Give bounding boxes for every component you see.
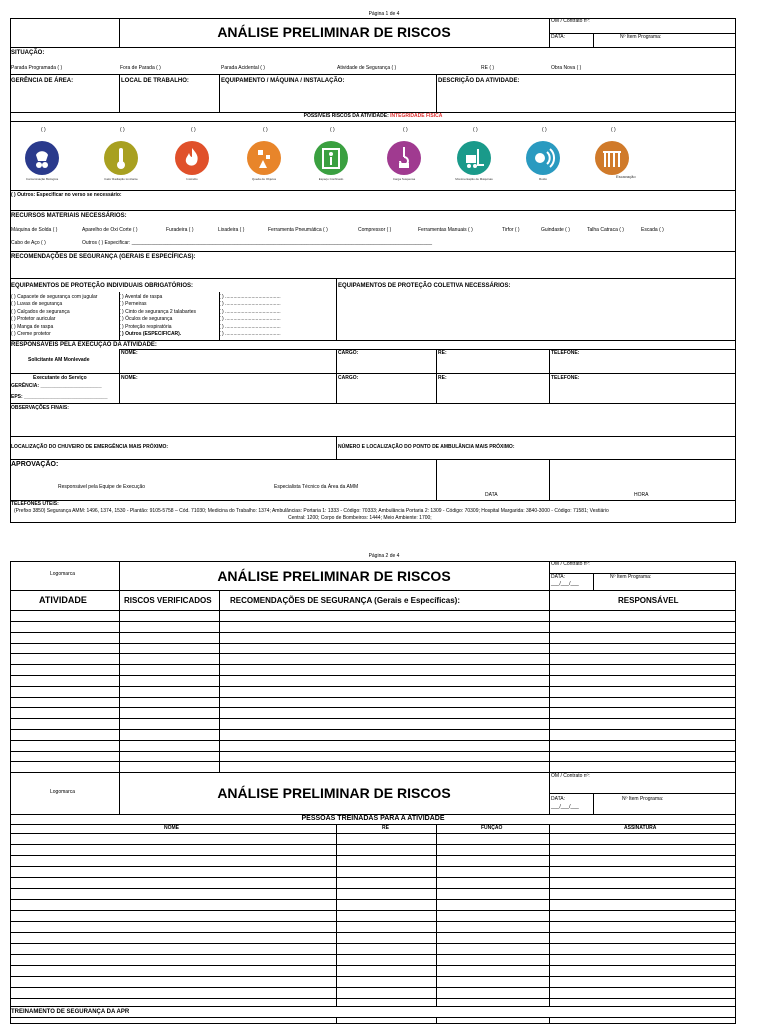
recurso-item[interactable]: Escada ( ) <box>641 227 664 233</box>
table-row[interactable] <box>10 932 736 933</box>
pessoas-treinadas-label: PESSOAS TREINADAS PARA A ATIVIDADE <box>301 815 445 822</box>
responsavel-equipe-label: Responsável pela Equipe de Execução <box>58 484 146 490</box>
epi-item[interactable]: ( ) Proteção respiratória <box>119 323 172 330</box>
gerencia-line[interactable]: GERÊNCIA: ______________________ <box>11 383 102 389</box>
page-number: Página 1 de 4 <box>368 11 400 17</box>
observacoes-label: OBSERVAÇÕES FINAIS: <box>11 405 69 411</box>
table-row[interactable] <box>10 643 736 644</box>
noise-icon <box>526 141 560 175</box>
risk-checkbox[interactable]: ( ) <box>403 127 408 133</box>
col-assinatura: ASSINATURA <box>624 825 657 831</box>
forklift-icon <box>457 141 491 175</box>
table-row[interactable] <box>10 921 736 922</box>
epi-item[interactable]: ( ) Calçados de segurança <box>11 308 70 315</box>
recursos-materiais-label: RECURSOS MATERIAIS NECESSÁRIOS: <box>11 213 127 219</box>
table-row[interactable] <box>10 664 736 665</box>
risk-caption: Contaminação Biológica <box>25 177 59 181</box>
table-row[interactable] <box>10 718 736 719</box>
situacao-label: SITUAÇÃO: <box>11 50 45 56</box>
table-row[interactable] <box>10 965 736 966</box>
integridade-fisica-label: INTEGRIDADE FÍSICA <box>390 113 443 119</box>
excavation-icon <box>595 141 629 175</box>
data-label: DATA: <box>551 574 565 580</box>
descricao-atividade-label: DESCRIÇÃO DA ATIVIDADE: <box>438 78 520 84</box>
data-label: DATA: <box>551 34 565 40</box>
epi-item[interactable]: ( ) ........................................ <box>219 323 281 330</box>
table-row[interactable] <box>10 888 736 889</box>
table-row[interactable] <box>10 729 736 730</box>
recomendacoes-label: RECOMENDAÇÕES DE SEGURANÇA (GERAIS E ESPECÍFICAS): <box>11 254 196 260</box>
risk-checkbox[interactable]: ( ) <box>120 127 125 133</box>
telefones-uteis-label: TELEFONES ÚTEIS: <box>11 501 59 507</box>
local-trabalho-label: LOCAL DE TRABALHO: <box>121 78 189 84</box>
table-row[interactable] <box>10 987 736 988</box>
table-row[interactable] <box>10 866 736 867</box>
risk-caption: Movimentação de Máquinas <box>455 177 493 181</box>
epi-item[interactable]: ( ) Protetor auricular <box>11 316 56 323</box>
table-row[interactable] <box>10 740 736 741</box>
data-label: DATA: <box>551 796 565 802</box>
col-atividade: ATIVIDADE <box>39 595 87 605</box>
date-blank[interactable]: ___/___/___ <box>551 581 579 587</box>
nome-label: NOME: <box>121 350 138 356</box>
equipamento-label: EQUIPAMENTO / MÁQUINA / INSTALAÇÃO: <box>221 78 345 84</box>
epi-item[interactable]: ( ) Outros (ESPECIFICAR). <box>119 331 182 337</box>
risk-caption: Calor Radiação Ionizante <box>104 177 138 181</box>
table-row[interactable] <box>10 910 736 911</box>
epi-item[interactable]: ( ) Capacete de segurança com jugular <box>11 294 98 300</box>
table-row[interactable] <box>10 844 736 845</box>
recurso-item[interactable]: Lixadeira ( ) <box>218 227 245 233</box>
suspended-load-icon <box>387 141 421 175</box>
epi-item[interactable]: ( ) ........................................ <box>219 308 281 315</box>
riscos-header: POSSÍVEIS RISCOS DA ATIVIDADE: INTEGRIDADE FÍSICA <box>303 113 443 119</box>
om-contrato-label: OM / Contrato nº: <box>551 561 590 567</box>
fire-icon <box>175 141 209 175</box>
risk-checkbox[interactable]: ( ) <box>330 127 335 133</box>
table-row[interactable] <box>10 761 736 762</box>
page-number: Página 2 de 4 <box>368 553 400 559</box>
table-row[interactable] <box>10 653 736 654</box>
epi-item[interactable]: ( ) ........................................ <box>219 316 281 323</box>
recurso-item[interactable]: Tirfor ( ) <box>502 227 520 233</box>
om-contrato-label: OM / Contrato nº: <box>551 773 590 779</box>
recurso-item[interactable]: Cabo de Aço ( ) <box>11 240 46 246</box>
table-row[interactable] <box>10 697 736 698</box>
col-re: RE <box>382 825 389 831</box>
col-recomendacoes: RECOMENDAÇÕES DE SEGURANÇA (Gerais e Específicas): <box>230 596 460 605</box>
risk-checkbox[interactable]: ( ) <box>263 127 268 133</box>
risk-checkbox[interactable]: ( ) <box>473 127 478 133</box>
col-responsavel: RESPONSÁVEL <box>618 596 679 605</box>
risk-caption: Incêndio <box>186 177 198 181</box>
cargo-label: CARGO: <box>338 375 359 381</box>
recurso-item[interactable]: Furadeira ( ) <box>166 227 194 233</box>
epc-label: EQUIPAMENTOS DE PROTEÇÃO COLETIVA NECESSÁRIOS: <box>338 283 511 289</box>
logomarca-placeholder: Logomarca <box>50 571 76 577</box>
table-row[interactable] <box>10 976 736 977</box>
table-row[interactable] <box>10 632 736 633</box>
situacao-option[interactable]: Atividade de Segurança ( ) <box>337 65 397 71</box>
epi-label: EQUIPAMENTOS DE PROTEÇÃO INDIVIDUAIS OBRIGATÓRIOS: <box>11 283 194 289</box>
table-row[interactable] <box>10 943 736 944</box>
telefone-label: TELEFONE: <box>551 375 580 381</box>
recurso-item[interactable]: Guindaste ( ) <box>541 227 570 233</box>
risk-caption: Queda de Objetos <box>251 177 277 181</box>
risk-checkbox[interactable]: ( ) <box>542 127 547 133</box>
hora-column-label: HORA <box>634 492 649 498</box>
table-row[interactable] <box>10 621 736 622</box>
risk-caption: Carga Suspensa <box>392 177 416 181</box>
recurso-outros[interactable]: Outros ( ) Especificar: ____________________________________________________________________________________________________________ <box>82 240 433 246</box>
table-row[interactable] <box>10 998 736 999</box>
epi-item[interactable]: ( ) ........................................ <box>219 294 281 300</box>
nome-label: NOME: <box>121 375 138 381</box>
epi-item[interactable]: ( ) Óculos de segurança <box>119 316 173 323</box>
executante-label: Executante do Serviço <box>33 375 87 381</box>
telefones-text-cont: Central: 1200; Corpo de Bombeiros: 1444; Meio Ambiente: 1700; <box>288 515 432 521</box>
col-nome: NOME <box>164 825 179 831</box>
aprovacao-label: APROVAÇÃO: <box>11 461 59 468</box>
epi-item[interactable]: ( ) Cinto de segurança 2 talabartes <box>119 308 196 315</box>
epi-item[interactable]: ( ) ........................................ <box>219 331 281 337</box>
ambulancia-label: NÚMERO E LOCALIZAÇÃO DO PONTO DE AMBULÂNCIA MAIS PRÓXIMO: <box>338 444 515 450</box>
re-label: RE: <box>438 375 447 381</box>
logomarca-placeholder: Logomarca <box>50 789 76 795</box>
recurso-item[interactable]: Ferramentas Manuais ( ) <box>418 227 473 233</box>
risk-checkbox[interactable]: ( ) <box>191 127 196 133</box>
table-row[interactable] <box>10 707 736 708</box>
item-programa-label: Nº Item Programa: <box>620 34 662 40</box>
telefone-label: TELEFONE: <box>551 350 580 356</box>
contamination-icon <box>25 141 59 175</box>
situacao-option[interactable]: Parada Programada ( ) <box>11 65 63 71</box>
recurso-item[interactable]: Máquina de Solda ( ) <box>11 227 58 233</box>
epi-item[interactable]: ( ) Luvas de segurança <box>11 301 63 308</box>
epi-item[interactable]: ( ) Creme protetor <box>11 331 51 337</box>
situacao-option[interactable]: RE ( ) <box>481 65 495 71</box>
risk-caption: Escavação <box>616 174 636 179</box>
thermometer-icon <box>104 141 138 175</box>
recurso-item[interactable]: Ferramenta Pneumática ( ) <box>268 227 328 233</box>
confined-space-icon <box>314 141 348 175</box>
section-title: ANÁLISE PRELIMINAR DE RISCOS <box>217 785 451 801</box>
responsaveis-label: RESPONSÁVEIS PELA EXECUÇÃO DA ATIVIDADE: <box>11 342 157 348</box>
page-title: ANÁLISE PRELIMINAR DE RISCOS <box>217 568 451 584</box>
situacao-option[interactable]: Parada Acidental ( ) <box>221 65 265 71</box>
table-row[interactable] <box>10 899 736 900</box>
epi-item[interactable]: ( ) ........................................ <box>219 301 281 308</box>
item-programa-label: Nº Item Programa: <box>610 574 652 580</box>
table-row[interactable] <box>10 855 736 856</box>
recurso-item[interactable]: Aparelho de Oxi Corte ( ) <box>82 227 138 233</box>
risk-checkbox[interactable]: ( ) <box>611 127 616 133</box>
table-row[interactable] <box>10 686 736 687</box>
table-row[interactable] <box>10 751 736 752</box>
epi-item[interactable]: ( ) Avental de raspa <box>119 294 163 300</box>
eps-line[interactable]: EPS: ______________________________ <box>11 394 108 400</box>
falling-objects-icon <box>247 141 281 175</box>
item-programa-label: Nº Item Programa: <box>622 796 664 802</box>
epi-item[interactable]: ( ) Perneiras <box>119 301 147 308</box>
table-row[interactable] <box>10 954 736 955</box>
page-title: ANÁLISE PRELIMINAR DE RISCOS <box>217 24 451 40</box>
especialista-label: Especialista Técnico da Área da AMM <box>274 484 359 490</box>
table-row[interactable] <box>10 877 736 878</box>
telefones-text: (Prefixo 3850) Segurança AMM: 1496, 1374, 1530 - Plantão: 9105-5758 – Cód. 71030; Medicina do Trabalho: 1374; Ambulâncias: Portaria 1: 1333 - Código: 70333; Ambulância Portaria 2: 1309 - Código: 70309; Hospital Margarida: 3840-3000 - Código: 71581; Vestiário <box>14 508 609 514</box>
recurso-item[interactable]: Talha Catraca ( ) <box>587 227 624 233</box>
col-funcao: FUNÇÃO <box>481 825 503 831</box>
gerencia-area-label: GERÊNCIA DE ÁREA: <box>11 78 74 84</box>
risk-caption: Espaço Confinado <box>318 177 344 181</box>
situacao-option[interactable]: Fora de Parada ( ) <box>120 65 161 71</box>
cargo-label: CARGO: <box>338 350 359 356</box>
re-label: RE: <box>438 350 447 356</box>
table-row[interactable] <box>10 675 736 676</box>
situacao-option[interactable]: Obra Nova ( ) <box>551 65 582 71</box>
outros-especificar-label: ( ) Outros: Especificar no verso se necessário: <box>11 192 122 198</box>
recurso-item[interactable]: Compressor ( ) <box>358 227 392 233</box>
treinamento-label: TREINAMENTO DE SEGURANÇA DA APR <box>11 1009 130 1015</box>
col-riscos-verificados: RISCOS VERIFICADOS <box>124 596 212 605</box>
om-contrato-label: OM / Contrato nº: <box>551 18 590 24</box>
date-blank[interactable]: ___/___/___ <box>551 804 579 810</box>
epi-item[interactable]: ( ) Manga de raspa <box>11 323 54 330</box>
risk-caption: Ruído <box>538 177 547 181</box>
risk-checkbox[interactable]: ( ) <box>41 127 46 133</box>
data-column-label: DATA <box>485 492 498 498</box>
solicitante-label: Solicitante AM Monlevade <box>28 357 90 363</box>
chuveiro-label: LOCALIZAÇÃO DO CHUVEIRO DE EMERGÊNCIA MAIS PRÓXIMO: <box>11 444 169 450</box>
